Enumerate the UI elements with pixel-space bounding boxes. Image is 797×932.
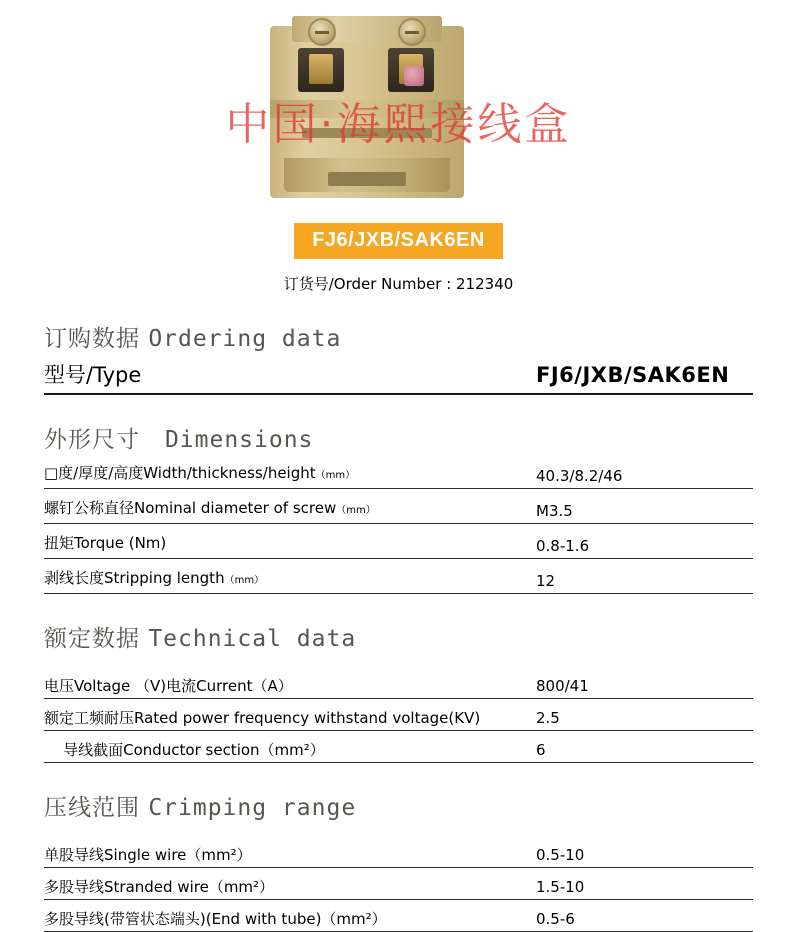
table-row — [44, 676, 753, 699]
row-label: 型号/Type — [44, 363, 142, 387]
row-label — [44, 676, 536, 696]
row-label-cn: 电压 — [44, 677, 75, 695]
table-row — [44, 568, 753, 594]
watermark-text: 中国·海熙接线盒 — [225, 99, 572, 150]
datasheet — [0, 320, 797, 932]
row-label — [44, 498, 536, 521]
row-value: 0.8-1.6 — [536, 537, 590, 555]
section-title-dimensions-cn: 外形尺寸 — [44, 427, 140, 453]
table-row — [44, 740, 753, 763]
screw-right-icon — [398, 18, 426, 46]
row-label-en: (End with tube)（mm²） — [205, 910, 387, 928]
row-value: 40.3/8.2/46 — [536, 467, 623, 485]
row-label-cn: 单股导线 — [44, 846, 105, 864]
row-label — [44, 533, 536, 556]
row-label-cn: 多股导线(带管状态端头) — [44, 910, 206, 928]
model-badge: FJ6/JXB/SAK6EN — [294, 223, 503, 259]
order-number: 订货号/Order Number : 212340 — [283, 275, 514, 293]
row-label-unit: （mm） — [224, 575, 265, 586]
terminal-pink-insert — [404, 66, 424, 86]
screw-slot — [405, 31, 419, 34]
row-label-cn: 剥线长度 — [44, 569, 105, 587]
table-row — [44, 877, 753, 900]
table-row — [44, 463, 753, 489]
row-value: 1.5-10 — [536, 878, 585, 896]
terminal-block-photo — [262, 8, 472, 208]
row-label — [44, 463, 536, 486]
table-row — [44, 845, 753, 868]
row-label-cn: □度/厚度/高度 — [44, 464, 144, 482]
table-row — [44, 533, 753, 559]
row-label — [44, 568, 536, 591]
section-title-crimping — [44, 789, 753, 822]
row-label-en: Rated power frequency withstand voltage(KV) — [134, 709, 481, 727]
row-label-unit: （mm） — [315, 470, 356, 481]
row-label-en: Stripping length — [104, 569, 225, 587]
row-label — [44, 877, 536, 897]
row-label-unit: （mm） — [336, 505, 376, 516]
section-title-ordering — [44, 320, 753, 353]
section-title-technical — [44, 620, 753, 653]
terminal-center-slot — [302, 128, 432, 138]
row-label-cn: 导线截面 — [63, 741, 124, 759]
row-label-cn: 扭矩 — [44, 534, 75, 552]
model-badge-row — [0, 223, 797, 259]
section-title-ordering-cn: 订购数据 — [44, 326, 140, 352]
section-title-dimensions-en: Dimensions — [164, 427, 314, 453]
section-title-ordering-en: Ordering data — [148, 326, 342, 352]
row-label-en: Width/thickness/height — [143, 464, 316, 482]
row-label-en: Nominal diameter of screw — [134, 499, 337, 517]
row-label — [44, 845, 536, 865]
row-label-en: Conductor section（mm²） — [123, 741, 325, 759]
row-value: FJ6/JXB/SAK6EN — [536, 363, 730, 387]
row-label — [44, 740, 536, 760]
table-row-type — [44, 361, 753, 395]
section-title-crimping-cn: 压线范围 — [44, 795, 140, 821]
row-value: 0.5-6 — [536, 910, 575, 928]
terminal-mid-band — [270, 100, 464, 118]
section-title-dimensions — [44, 421, 753, 454]
row-value: 2.5 — [536, 709, 560, 727]
section-title-technical-en: Technical data — [148, 626, 357, 652]
table-row — [44, 909, 753, 932]
table-row — [44, 708, 753, 731]
row-label-cn: 额定工频耐压 — [44, 709, 135, 727]
section-title-crimping-en: Crimping range — [148, 795, 357, 821]
row-value: M3.5 — [536, 502, 573, 520]
row-label-cn: 多股导线 — [44, 878, 105, 896]
row-value: 6 — [536, 741, 546, 759]
row-label-en: Stranded wire（mm²） — [104, 878, 275, 896]
row-value: 12 — [536, 572, 556, 590]
row-value: 800/41 — [536, 677, 589, 695]
terminal-brass-left — [309, 54, 333, 84]
table-row — [44, 498, 753, 524]
screw-slot — [315, 31, 329, 34]
section-title-technical-cn: 额定数据 — [44, 626, 140, 652]
row-value: 0.5-10 — [536, 846, 585, 864]
row-label — [44, 909, 536, 929]
row-label-en: Voltage （V)电流Current（A） — [74, 677, 293, 695]
row-label-en: Single wire（mm²） — [104, 846, 252, 864]
screw-left-icon — [308, 18, 336, 46]
row-label — [44, 708, 536, 728]
product-image-area — [0, 0, 797, 215]
row-label-en: Torque (Nm) — [74, 534, 167, 552]
row-label-cn: 螺钉公称直径 — [44, 499, 135, 517]
terminal-foot-notch — [328, 172, 406, 186]
